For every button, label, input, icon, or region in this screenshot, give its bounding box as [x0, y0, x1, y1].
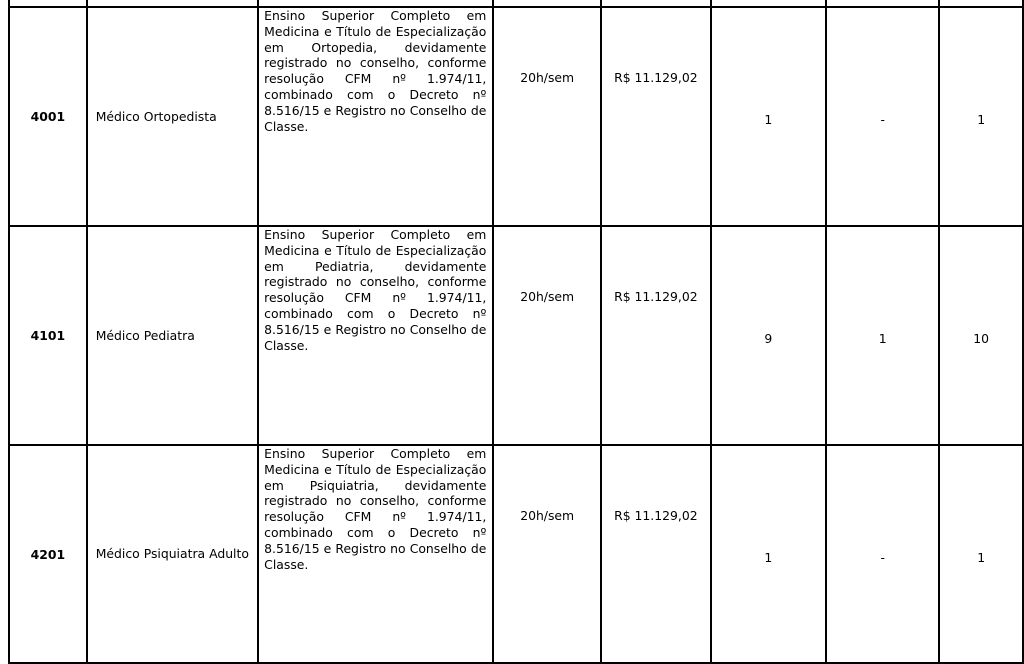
vacancies-general: 9	[711, 226, 826, 445]
workload: 20h/sem	[493, 445, 601, 663]
requirements-text: Ensino Superior Completo em Medicina e Título de Especialização em Ortopedia, devidamente registrado no conselho, conforme resolução CFM nº 1.974/11, combinado com o Decreto nº 8.516/15 e Registro no Conselho de Classe.	[264, 8, 487, 134]
vacancies-total: 1	[939, 445, 1023, 663]
vacancies-general: 1	[711, 7, 826, 226]
vacancies-total: 10	[939, 226, 1023, 445]
salary: R$ 11.129,02	[601, 7, 711, 226]
workload: 20h/sem	[493, 226, 601, 445]
requirements-text: Ensino Superior Completo em Medicina e Título de Especialização em Psiquiatria, devidamente registrado no conselho, conforme resolução CFM nº 1.974/11, combinado com o Decreto nº 8.516/15 e Registro no Conselho de Classe.	[264, 446, 487, 572]
salary: R$ 11.129,02	[601, 445, 711, 663]
requirements-text: Ensino Superior Completo em Medicina e Título de Especialização em Pediatria, devidamente registrado no conselho, conforme resolução CFM nº 1.974/11, combinado com o Decreto nº 8.516/15 e Registro no Conselho de Classe.	[264, 227, 487, 353]
table-row	[9, 7, 1023, 226]
job-code: 4201	[9, 445, 87, 663]
job-code: 4001	[9, 7, 87, 226]
requirements-cell	[258, 7, 493, 226]
job-title: Médico Ortopedista	[87, 7, 258, 226]
table-row	[9, 445, 1023, 663]
job-title: Médico Psiquiatra Adulto	[87, 445, 258, 663]
requirements-cell	[258, 445, 493, 663]
job-code: 4101	[9, 226, 87, 445]
requirements-cell	[258, 226, 493, 445]
vacancies-table	[8, 0, 1024, 664]
table-row	[9, 226, 1023, 445]
previous-row-stub	[9, 0, 1023, 7]
vacancies-pcd: -	[826, 7, 939, 226]
vacancies-pcd: 1	[826, 226, 939, 445]
salary: R$ 11.129,02	[601, 226, 711, 445]
vacancies-general: 1	[711, 445, 826, 663]
vacancies-total: 1	[939, 7, 1023, 226]
workload: 20h/sem	[493, 7, 601, 226]
job-title: Médico Pediatra	[87, 226, 258, 445]
vacancies-pcd: -	[826, 445, 939, 663]
